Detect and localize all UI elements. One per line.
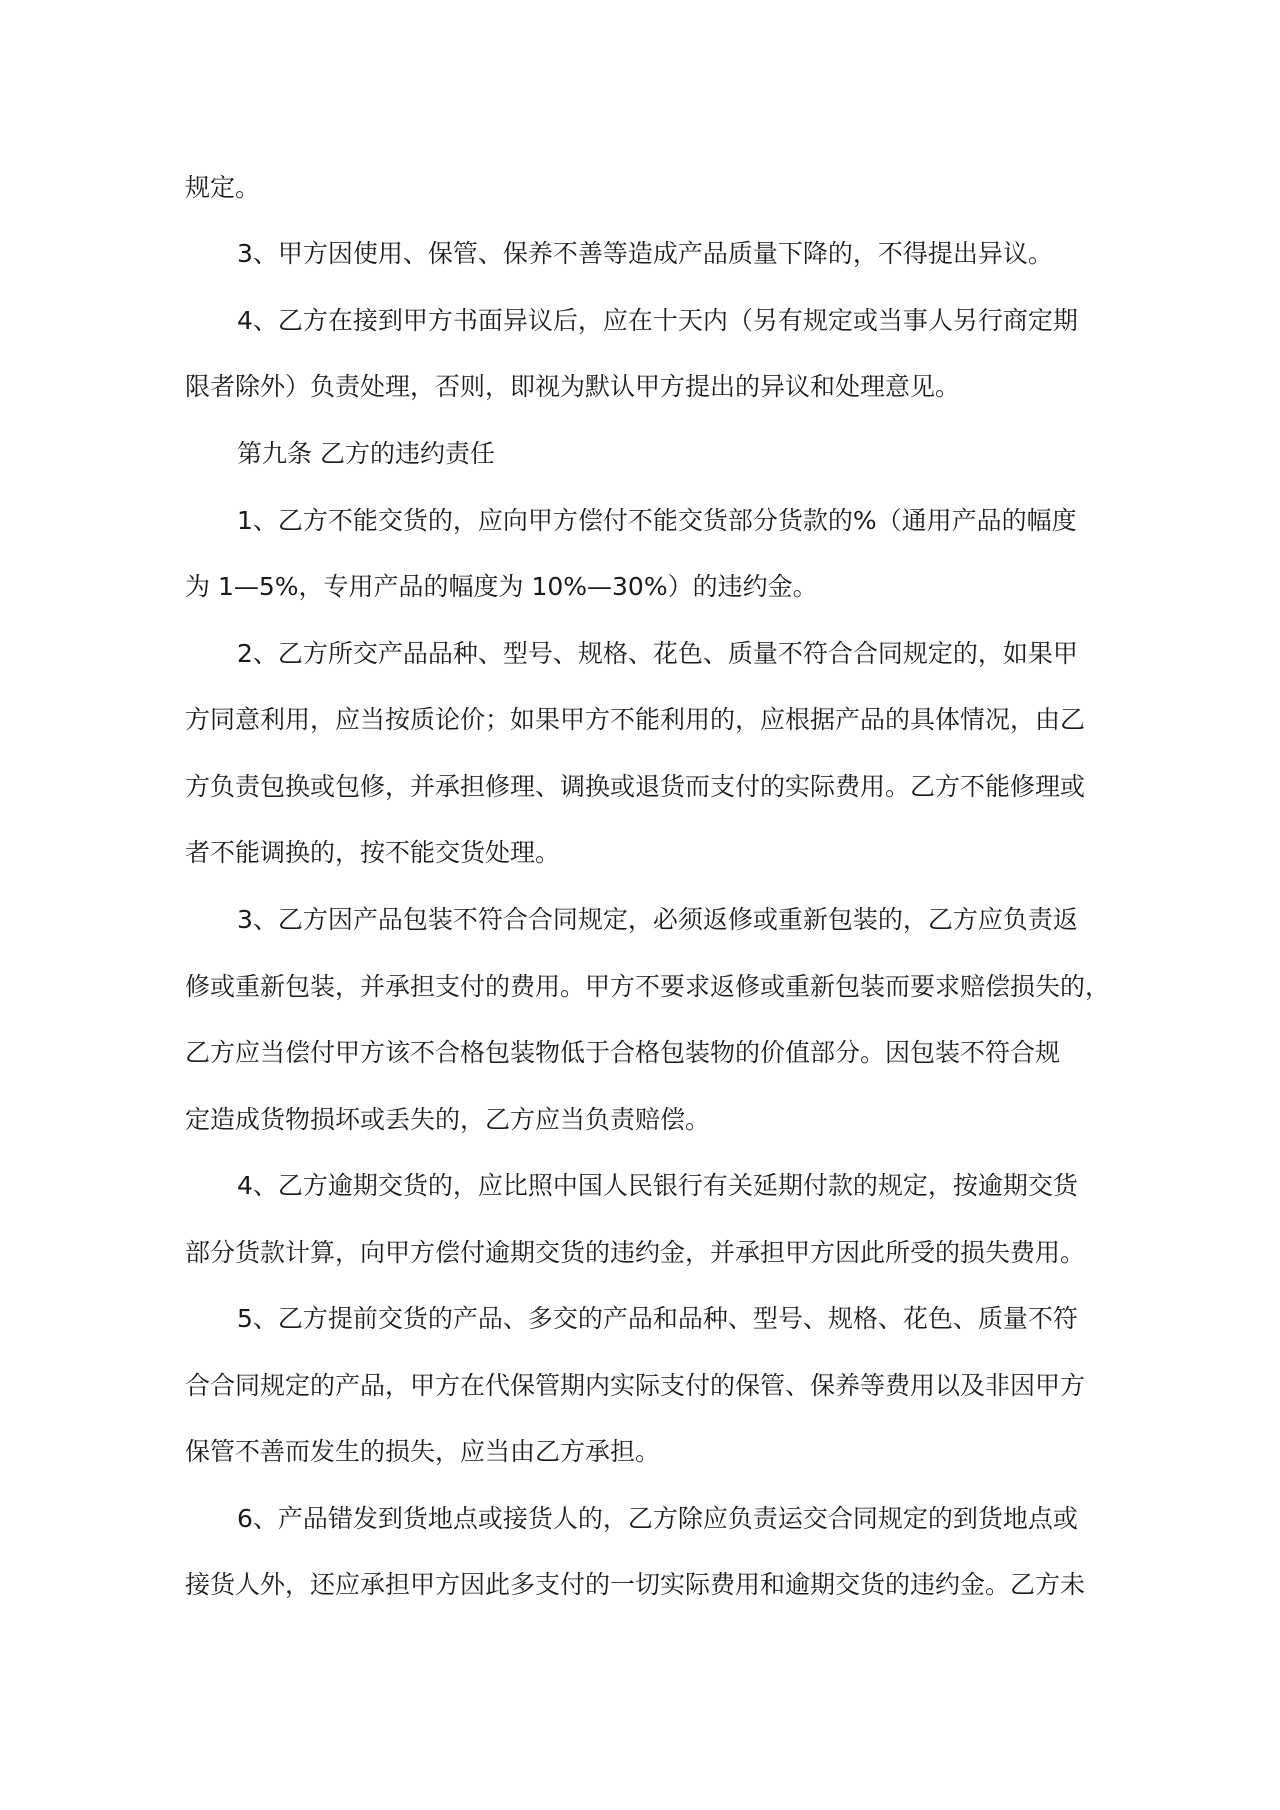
text-line: 限者除外）负责处理，否则，即视为默认甲方提出的异议和处理意见。 xyxy=(185,372,961,401)
text-line: 保管不善而发生的损失，应当由乙方承担。 xyxy=(185,1437,661,1466)
text-line: 6、产品错发到货地点或接货人的，乙方除应负责运交合同规定的到货地点或 xyxy=(237,1504,1078,1533)
text-line: 2、乙方所交产品品种、型号、规格、花色、质量不符合合同规定的，如果甲 xyxy=(237,639,1078,668)
text-line: 方同意利用，应当按质论价；如果甲方不能利用的，应根据产品的具体情况，由乙 xyxy=(185,705,1086,734)
text-line: 方负责包换或包修，并承担修理、调换或退货而支付的实际费用。乙方不能修理或 xyxy=(185,772,1086,801)
text-line: 合合同规定的产品，甲方在代保管期内实际支付的保管、保养等费用以及非因甲方 xyxy=(185,1371,1086,1400)
text-line: 1、乙方不能交货的，应向甲方偿付不能交货部分货款的%（通用产品的幅度 xyxy=(237,506,1077,535)
text-line: 修或重新包装，并承担支付的费用。甲方不要求返修或重新包装而要求赔偿损失的， xyxy=(185,972,1111,1001)
text-line: 接货人外，还应承担甲方因此多支付的一切实际费用和逾期交货的违约金。乙方未 xyxy=(185,1570,1086,1599)
text-line: 者不能调换的，按不能交货处理。 xyxy=(185,838,561,867)
text-line: 4、乙方逾期交货的，应比照中国人民银行有关延期付款的规定，按逾期交货 xyxy=(237,1171,1078,1200)
text-line: 规定。 xyxy=(185,173,261,202)
text-line: 4、乙方在接到甲方书面异议后，应在十天内（另有规定或当事人另行商定期 xyxy=(237,306,1078,335)
section-heading: 第九条 乙方的违约责任 xyxy=(237,439,495,468)
text-line: 3、乙方因产品包装不符合合同规定，必须返修或重新包装的，乙方应负责返 xyxy=(237,905,1078,934)
text-line: 3、甲方因使用、保管、保养不善等造成产品质量下降的，不得提出异议。 xyxy=(237,239,1053,268)
text-line: 乙方应当偿付甲方该不合格包装物低于合格包装物的价值部分。因包装不符合规 xyxy=(185,1038,1061,1067)
text-line: 为 1—5%，专用产品的幅度为 10%—30%）的违约金。 xyxy=(185,572,818,601)
text-line: 5、乙方提前交货的产品、多交的产品和品种、型号、规格、花色、质量不符 xyxy=(237,1304,1078,1333)
text-line: 部分货款计算，向甲方偿付逾期交货的违约金，并承担甲方因此所受的损失费用。 xyxy=(185,1238,1086,1267)
text-line: 定造成货物损坏或丢失的，乙方应当负责赔偿。 xyxy=(185,1105,711,1134)
